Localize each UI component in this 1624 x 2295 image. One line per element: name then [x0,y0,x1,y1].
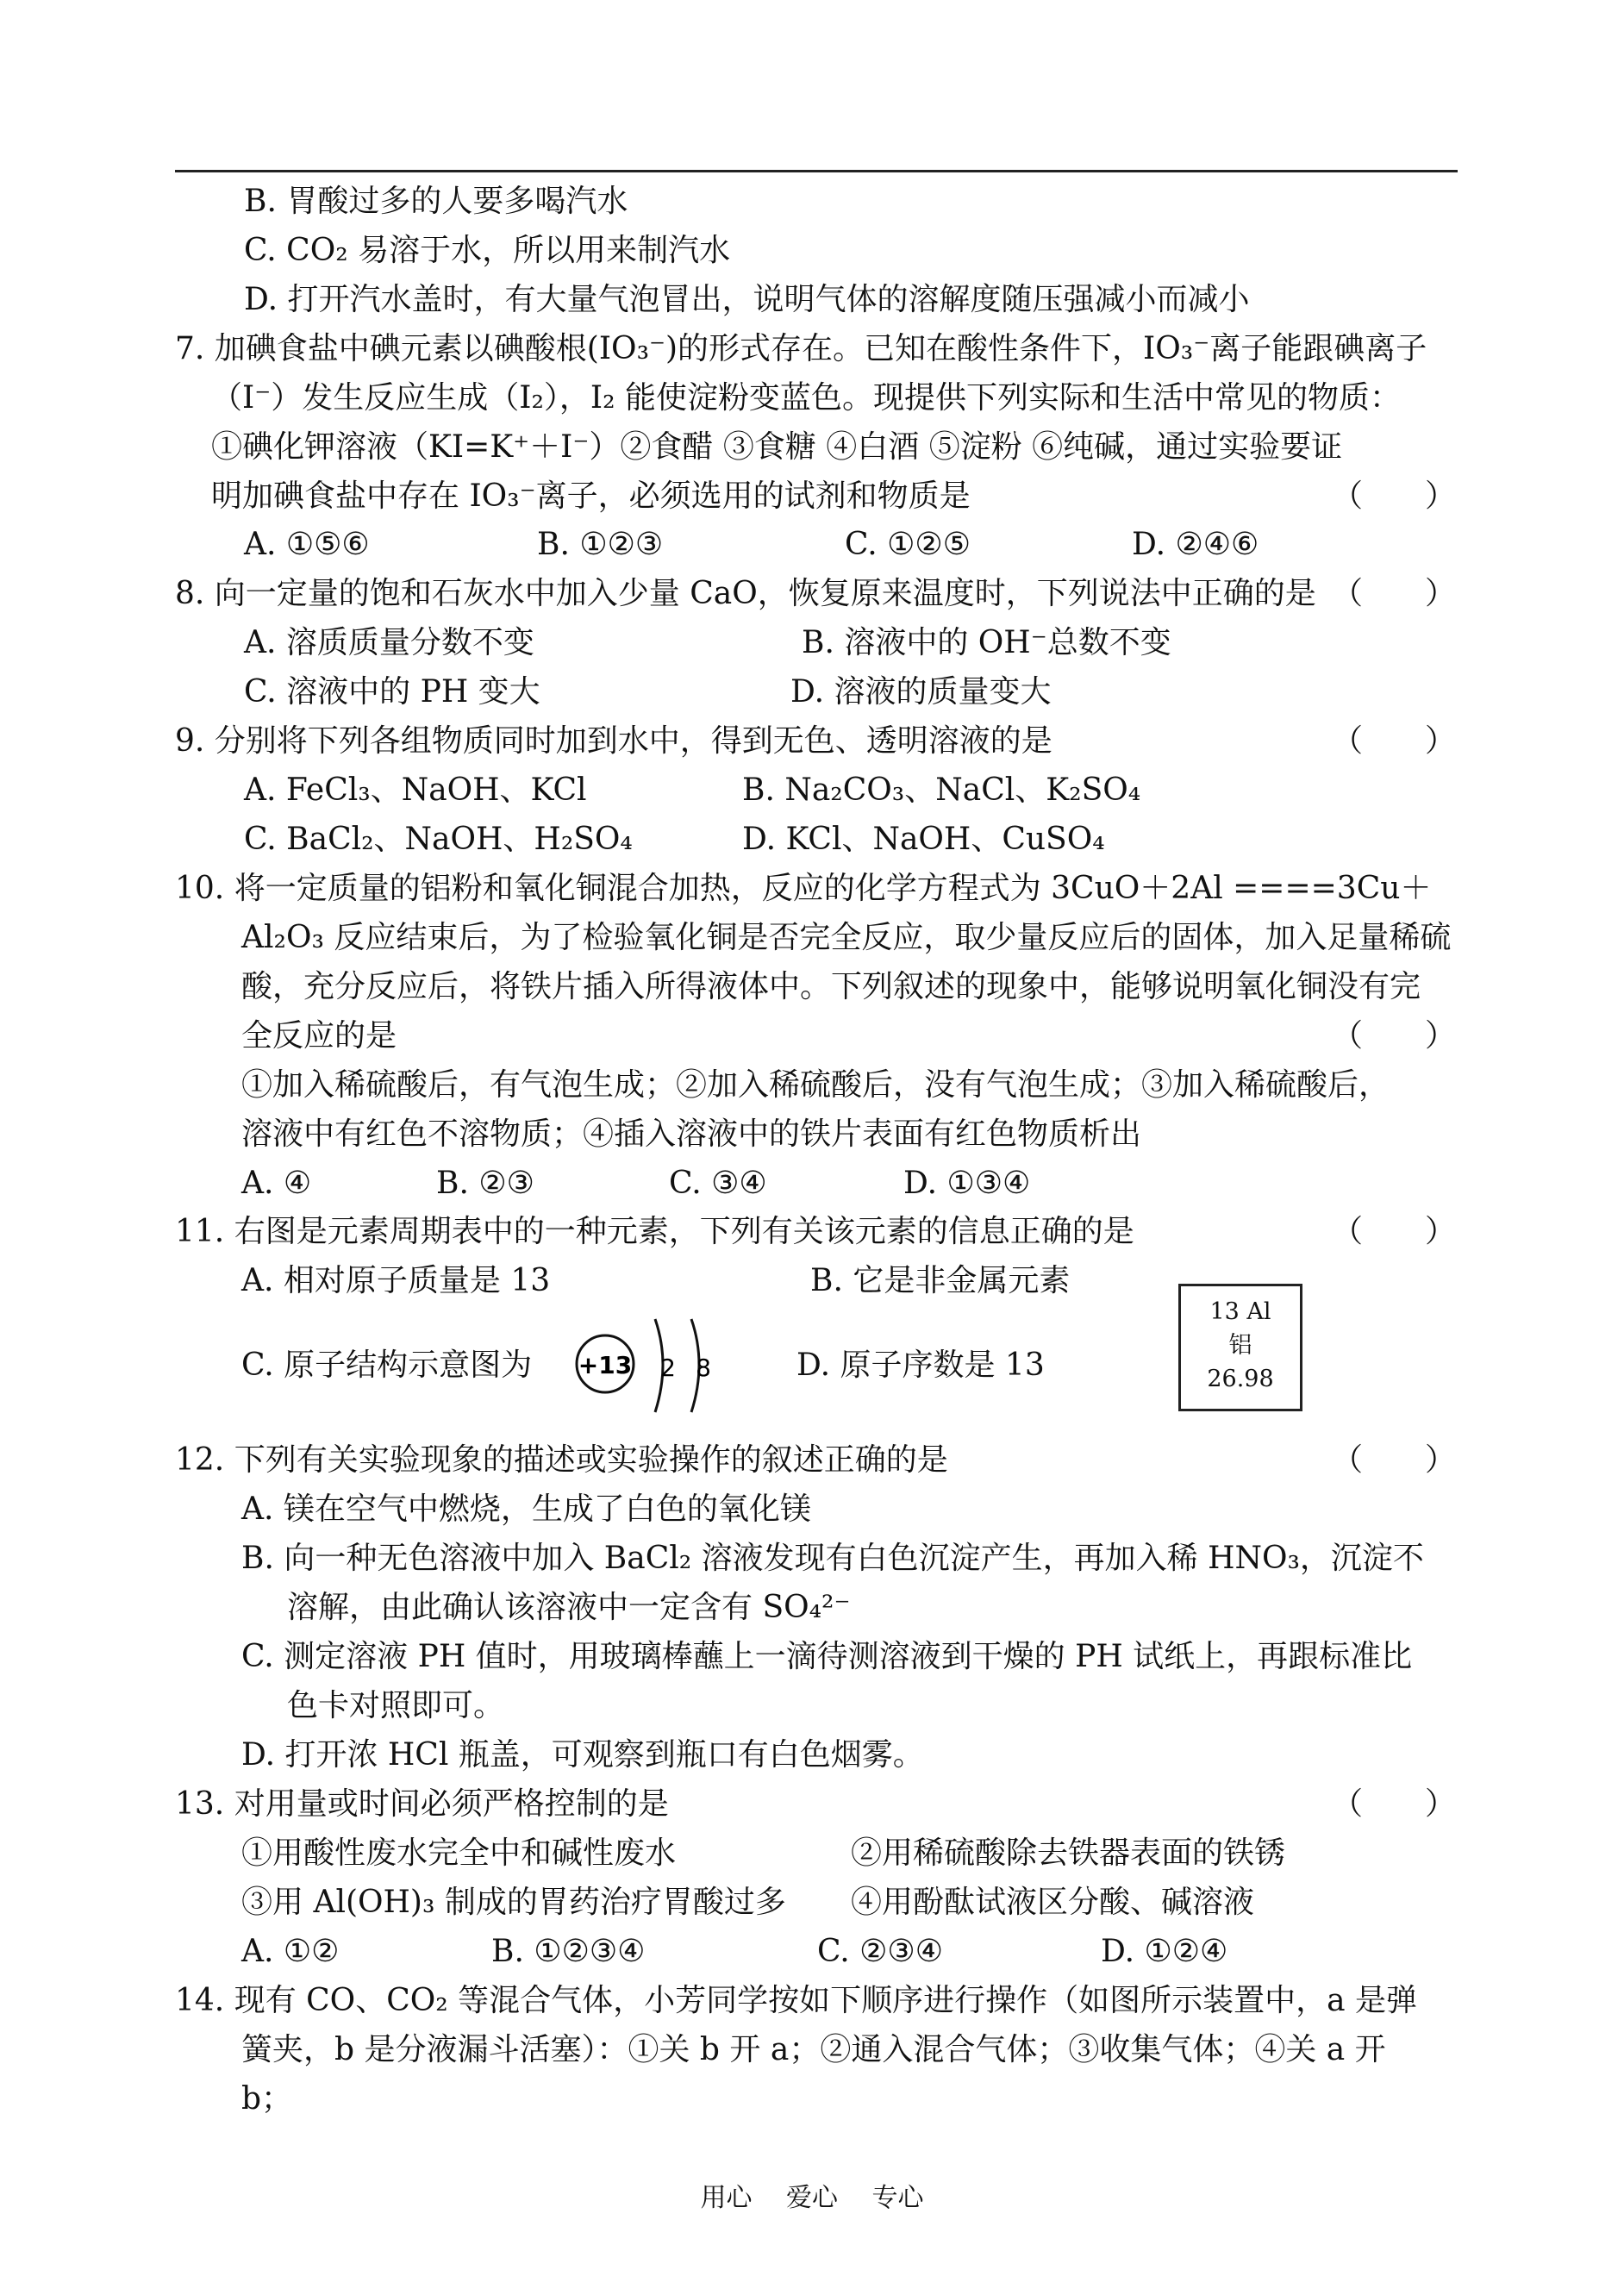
q12-option-c-cont: 色卡对照即可。 [287,1688,505,1723]
q9-option-a: A. FeCl₃、NaOH、KCl [244,772,587,808]
q10-option-d: D. ①③④ [903,1166,1031,1201]
q10-line-1: 10. 将一定质量的铝粉和氧化铜混合加热，反应的化学方程式为 3CuO＋2Al ====3Cu＋ [175,871,1432,906]
header-rule [175,170,1458,172]
q8-option-d: D. 溶液的质量变大 [790,674,1052,710]
atom-shell-1-count: 2 [660,1354,676,1382]
q12-option-a: A. 镁在空气中燃烧，生成了白色的氧化镁 [241,1491,811,1527]
q13-answer-paren: （ ） [1331,1786,1456,1822]
q13-item-4: ④用酚酞试液区分酸、碱溶液 [851,1885,1255,1920]
q7-option-a: A. ①⑤⑥ [244,527,370,562]
q7-option-b: B. ①②③ [537,527,664,562]
q9-option-c: C. BaCl₂、NaOH、H₂SO₄ [244,822,633,857]
q10-line-2: Al₂O₃ 反应结束后，为了检验氧化铜是否完全反应，取少量反应后的固体，加入足量稀硫 [241,920,1452,955]
q9-option-d: D. KCl、NaOH、CuSO₄ [742,822,1105,857]
q12-option-d: D. 打开浓 HCl 瓶盖，可观察到瓶口有白色烟雾。 [241,1737,924,1773]
element-card-mass: 26.98 [1207,1366,1274,1392]
q13-item-1: ①用酸性废水完全中和碱性废水 [241,1835,677,1871]
q12-option-b: B. 向一种无色溶液中加入 BaCl₂ 溶液发现有白色沉淀产生，再加入稀 HNO₃，沉淀不 [241,1541,1424,1576]
q13-item-3: ③用 Al(OH)₃ 制成的胃药治疗胃酸过多 [241,1885,786,1920]
q14-line-2: 簧夹，b 是分液漏斗活塞）：①关 b 开 a；②通入混合气体；③收集气体；④关 a 开 [241,2032,1386,2067]
element-card-al [1178,1284,1302,1411]
q6-option-d: D. 打开汽水盖时，有大量气泡冒出，说明气体的溶解度随压强减小而减小 [244,282,1250,317]
q7-answer-paren: （ ） [1331,478,1456,514]
q11-option-d: D. 原子序数是 13 [796,1348,1045,1383]
q9-option-b: B. Na₂CO₃、NaCl、K₂SO₄ [742,772,1141,808]
q13-option-a: A. ①② [241,1934,340,1969]
q10-line-5: ①加入稀硫酸后，有气泡生成；②加入稀硫酸后，没有气泡生成；③加入稀硫酸后， [241,1067,1390,1103]
q10-option-c: C. ③④ [669,1166,767,1201]
q10-line-3: 酸，充分反应后，将铁片插入所得液体中。下列叙述的现象中，能够说明氧化铜没有完 [241,969,1421,1004]
q14-line-3: b； [241,2081,293,2117]
q12-option-c: C. 测定溶液 PH 值时，用玻璃棒蘸上一滴待测溶液到干燥的 PH 试纸上，再跟标准比 [241,1639,1413,1674]
q9-stem: 9. 分别将下列各组物质同时加到水中，得到无色、透明溶液的是 [175,723,1052,759]
q8-answer-paren: （ ） [1331,576,1456,611]
q7-line-2: （I⁻）发生反应生成（I₂），I₂ 能使淀粉变蓝色。现提供下列实际和生活中常见的物质： [211,380,1401,416]
q10-answer-paren: （ ） [1331,1018,1456,1054]
atom-structure-diagram [569,1310,715,1440]
q7-line-1: 7. 加碘食盐中碘元素以碘酸根(IO₃⁻)的形式存在。已知在酸性条件下，IO₃⁻离子能跟碘离子 [175,331,1427,366]
q11-option-c: C. 原子结构示意图为 [241,1348,533,1383]
q7-option-d: D. ②④⑥ [1132,527,1259,562]
q10-line-4: 全反应的是 [241,1018,397,1054]
q13-option-c: C. ②③④ [817,1934,943,1969]
q7-option-c: C. ①②⑤ [845,527,971,562]
q13-option-d: D. ①②④ [1101,1934,1228,1969]
q13-option-b: B. ①②③④ [491,1934,646,1969]
page-footer: 用心 爱心 专心 [700,2183,924,2213]
q6-option-c: C. CO₂ 易溶于水，所以用来制汽水 [244,233,731,268]
q8-option-c: C. 溶液中的 PH 变大 [244,674,540,710]
atom-shell-2-count: 8 [696,1354,711,1382]
q8-option-a: A. 溶质质量分数不变 [244,625,534,660]
q10-option-a: A. ④ [241,1166,312,1201]
q9-answer-paren: （ ） [1331,723,1456,759]
q12-option-b-cont: 溶解，由此确认该溶液中一定含有 SO₄²⁻ [287,1590,851,1625]
q11-option-a: A. 相对原子质量是 13 [241,1263,551,1298]
q11-option-b: B. 它是非金属元素 [810,1263,1071,1298]
q11-stem: 11. 右图是元素周期表中的一种元素，下列有关该元素的信息正确的是 [175,1214,1134,1249]
q13-stem: 13. 对用量或时间必须严格控制的是 [175,1786,669,1822]
q7-line-3: ①碘化钾溶液（KI=K⁺＋I⁻）②食醋 ③食糖 ④白酒 ⑤淀粉 ⑥纯碱，通过实验要证 [211,429,1343,465]
q6-option-b: B. 胃酸过多的人要多喝汽水 [244,184,628,219]
q8-stem: 8. 向一定量的饱和石灰水中加入少量 CaO，恢复原来温度时，下列说法中正确的是 [175,576,1316,611]
q7-line-4: 明加碘食盐中存在 IO₃⁻离子，必须选用的试剂和物质是 [211,478,971,514]
q10-line-6: 溶液中有红色不溶物质；④插入溶液中的铁片表面有红色物质析出 [241,1116,1142,1152]
element-card-number-symbol: 13 Al [1209,1298,1271,1325]
q12-answer-paren: （ ） [1331,1442,1456,1478]
q8-option-b: B. 溶液中的 OH⁻总数不变 [802,625,1171,660]
q12-stem: 12. 下列有关实验现象的描述或实验操作的叙述正确的是 [175,1442,948,1478]
element-card-name: 铝 [1228,1332,1252,1359]
q13-item-2: ②用稀硫酸除去铁器表面的铁锈 [851,1835,1286,1871]
q10-option-b: B. ②③ [436,1166,534,1201]
q14-line-1: 14. 现有 CO、CO₂ 等混合气体，小芳同学按如下顺序进行操作（如图所示装置中，a 是弹 [175,1983,1418,2018]
atom-nucleus: +13 [578,1351,633,1379]
q11-answer-paren: （ ） [1331,1214,1456,1249]
